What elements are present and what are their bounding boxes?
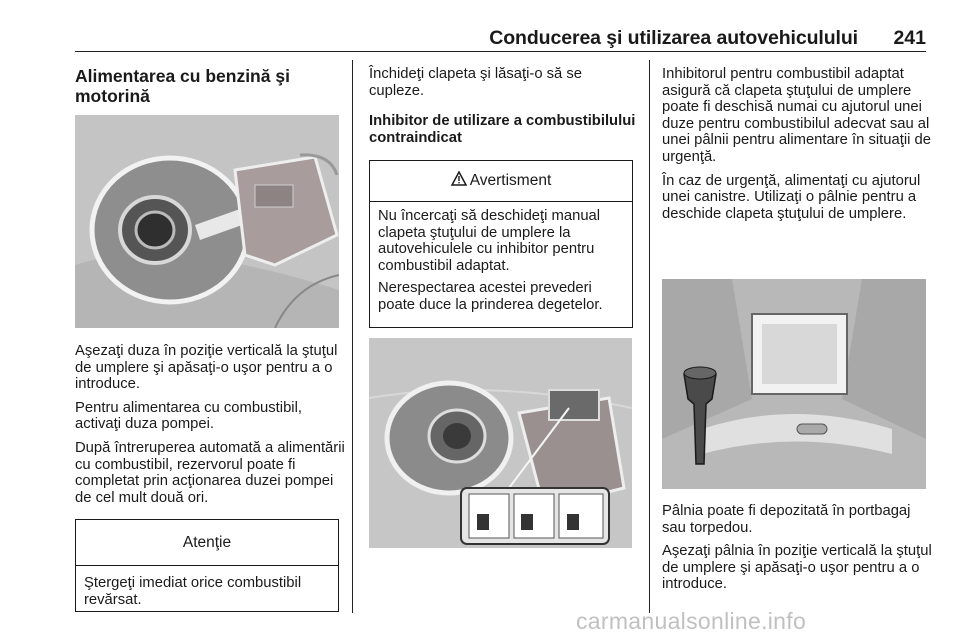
paragraph: Nu încercaţi să deschideţi manual clapeta ştuţului de umplere la autovehiculele cu inhibitor pentru combustibil adaptat.: [378, 208, 601, 274]
paragraph: În caz de urgenţă, alimentaţi cu ajutorul unei canistre. Utilizaţi o pâlnie pentru a deschide clapeta ştuţului de umplere.: [662, 172, 921, 222]
warning-box: [369, 160, 633, 328]
paragraph: După întreruperea automată a alimentării cu combustibil, rezervorul poate fi completat prin acţionarea duzei pompei de cel mult două ori.: [75, 439, 345, 506]
page-header-title: Conducerea şi utilizarea autovehiculului: [489, 27, 858, 49]
column-3-text-bottom: [662, 503, 934, 600]
caution-box-text: Ştergeţi imediat orice combustibil revărsat.: [84, 575, 302, 608]
warning-triangle-icon: [451, 171, 467, 191]
section-heading: Alimentarea cu benzină şi motorină: [75, 66, 290, 106]
paragraph: Aşezaţi pâlnia în poziţie verticală la ştuţul de umplere şi apăsaţi-o uşor pentru a o introduce.: [662, 543, 932, 593]
paragraph: Pâlnia poate fi depozitată în portbagaj sau torpedou.: [662, 503, 911, 536]
column-divider-1: [352, 60, 353, 613]
paragraph: Nerespectarea acestei prevederi poate duce la prinderea degetelor.: [378, 280, 603, 313]
column-1-text: [75, 343, 345, 513]
caution-box: [75, 519, 339, 612]
page-number: 241: [893, 27, 926, 49]
warning-box-title-text: Avertisment: [469, 172, 552, 189]
warning-box-title: [370, 161, 632, 202]
fuel-inhibitor-photo: [369, 338, 632, 548]
subheading: Inhibitor de utilizare a combustibilului contraindicat: [369, 113, 636, 146]
column-1: [75, 66, 343, 106]
paragraph: Aşezaţi duza în poziţie verticală la ştuţul de umplere şi apăsaţi-o uşor pentru a o introduce.: [75, 343, 338, 393]
paragraph: Închideţi clapeta şi lăsaţi-o să se cupleze.: [369, 66, 583, 99]
column-divider-2: [649, 60, 650, 613]
caution-box-title: Atenţie: [76, 520, 338, 566]
trunk-funnel-photo: [662, 279, 926, 489]
paragraph: Inhibitorul pentru combustibil adaptat asigură că clapeta ştuţului de umplere poate fi deschisă numai cu ajutorul unei duze pentru combustibilul adecvat sau al unei pâlnii pentru alimentare în situaţii de urgenţă.: [662, 66, 931, 165]
fuel-filler-flap-photo: [75, 115, 339, 328]
watermark: carmanualsonline.info: [576, 608, 807, 634]
paragraph: Pentru alimentarea cu combustibil, activaţi duza pompei.: [75, 399, 302, 433]
column-2: [369, 66, 637, 146]
column-3-text-top: [662, 66, 934, 229]
header-divider: [75, 51, 926, 52]
warning-box-body: [370, 202, 632, 326]
